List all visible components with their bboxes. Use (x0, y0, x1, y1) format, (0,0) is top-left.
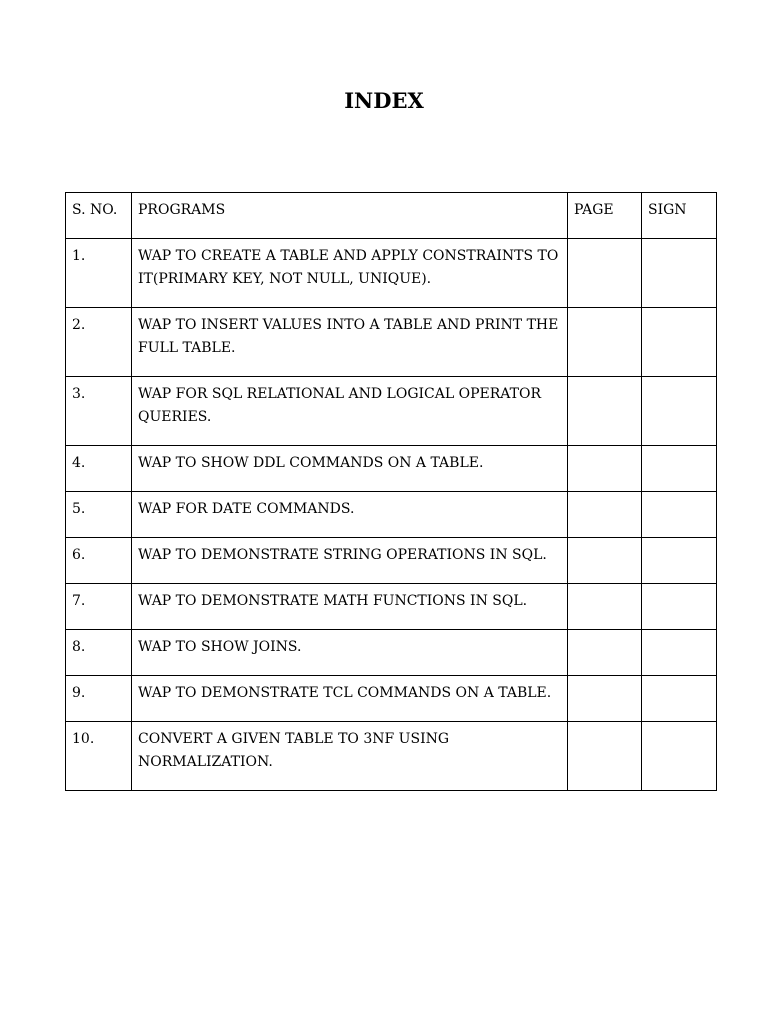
page-cell (568, 377, 642, 446)
table-row (66, 538, 717, 584)
table-row (66, 377, 717, 446)
program-cell: WAP TO CREATE A TABLE AND APPLY CONSTRAINTS TO IT(PRIMARY KEY, NOT NULL, UNIQUE). (132, 239, 568, 308)
column-header-programs: PROGRAMS (132, 193, 568, 239)
sno-cell: 1. (66, 239, 132, 308)
program-cell: WAP TO DEMONSTRATE MATH FUNCTIONS IN SQL. (132, 584, 568, 630)
table-row (66, 239, 717, 308)
sign-cell (642, 308, 717, 377)
sign-cell (642, 446, 717, 492)
sign-cell (642, 492, 717, 538)
column-header-page: PAGE (568, 193, 642, 239)
sno-cell: 6. (66, 538, 132, 584)
program-cell: WAP TO DEMONSTRATE STRING OPERATIONS IN SQL. (132, 538, 568, 584)
sno-cell: 7. (66, 584, 132, 630)
sign-cell (642, 377, 717, 446)
column-header-sno: S. NO. (66, 193, 132, 239)
sign-cell (642, 538, 717, 584)
sno-cell: 10. (66, 722, 132, 791)
program-cell: WAP TO SHOW DDL COMMANDS ON A TABLE. (132, 446, 568, 492)
table-row (66, 722, 717, 791)
sno-cell: 5. (66, 492, 132, 538)
page-cell (568, 722, 642, 791)
table-row (66, 446, 717, 492)
table-header-row (66, 193, 717, 239)
page-title: INDEX (344, 88, 424, 113)
sno-cell: 2. (66, 308, 132, 377)
program-cell: WAP TO DEMONSTRATE TCL COMMANDS ON A TABLE. (132, 676, 568, 722)
table-row (66, 584, 717, 630)
program-cell: WAP FOR DATE COMMANDS. (132, 492, 568, 538)
sno-cell: 9. (66, 676, 132, 722)
table-row (66, 676, 717, 722)
program-cell: WAP TO INSERT VALUES INTO A TABLE AND PRINT THE FULL TABLE. (132, 308, 568, 377)
program-cell: CONVERT A GIVEN TABLE TO 3NF USING NORMALIZATION. (132, 722, 568, 791)
sno-cell: 4. (66, 446, 132, 492)
page-cell (568, 630, 642, 676)
page-cell (568, 492, 642, 538)
program-cell: WAP FOR SQL RELATIONAL AND LOGICAL OPERATOR QUERIES. (132, 377, 568, 446)
sign-cell (642, 239, 717, 308)
page-cell (568, 308, 642, 377)
page-cell (568, 446, 642, 492)
table-row (66, 492, 717, 538)
sign-cell (642, 722, 717, 791)
page-cell (568, 584, 642, 630)
table-row (66, 308, 717, 377)
page-cell (568, 538, 642, 584)
table-row (66, 630, 717, 676)
sign-cell (642, 676, 717, 722)
index-table (65, 192, 717, 791)
column-header-sign: SIGN (642, 193, 717, 239)
sign-cell (642, 630, 717, 676)
page-cell (568, 239, 642, 308)
program-cell: WAP TO SHOW JOINS. (132, 630, 568, 676)
sign-cell (642, 584, 717, 630)
sno-cell: 8. (66, 630, 132, 676)
sno-cell: 3. (66, 377, 132, 446)
page-cell (568, 676, 642, 722)
